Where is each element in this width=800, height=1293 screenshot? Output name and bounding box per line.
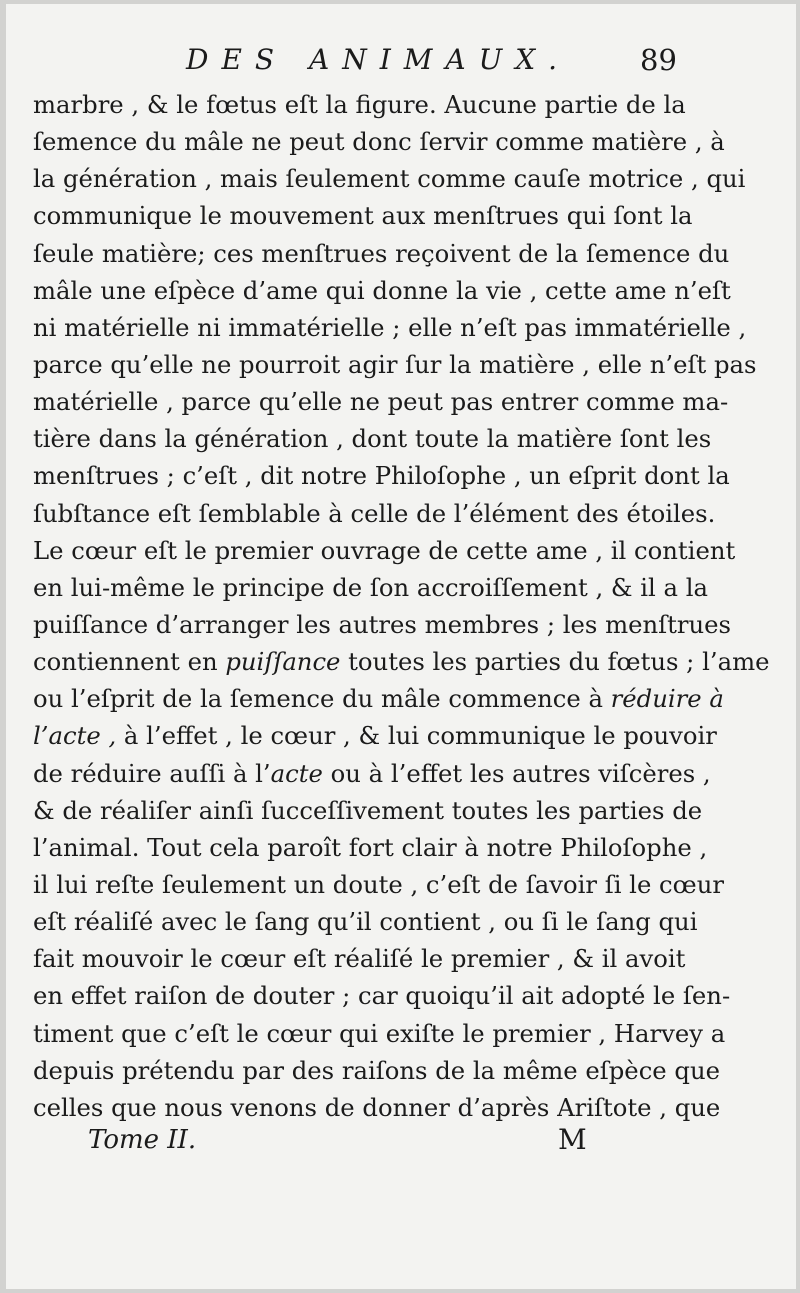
text-run: l’animal. Tout cela paroît fort clair à notre Philoſophe ,	[33, 832, 708, 862]
text-run: en effet raiſon de douter ; car quoiqu’il ait adopté le ſen-	[33, 981, 731, 1011]
page-footer	[0, 1123, 800, 1163]
text-run: toutes les parties du fœtus ; l’ame	[340, 647, 770, 677]
volume-label: Tome II.	[88, 1125, 197, 1155]
text-line	[33, 1089, 721, 1126]
text-line	[33, 495, 716, 532]
text-run: en lui-même le principe de ſon accroiſſement , & il a la	[33, 572, 709, 602]
text-line	[33, 420, 712, 457]
page-number: 89	[640, 43, 677, 77]
text-line	[33, 235, 730, 272]
text-line	[33, 1052, 720, 1089]
italic-run: puiſſance	[225, 647, 341, 677]
text-run: il lui reſte ſeulement un doute , c’eſt de ſavoir ſi le cœur	[33, 869, 724, 899]
italic-run: acte	[270, 758, 323, 788]
text-line	[33, 755, 711, 792]
text-line	[33, 569, 709, 606]
text-line	[33, 606, 732, 643]
text-line	[33, 977, 731, 1014]
text-line	[33, 309, 747, 346]
text-run: mâle une eſpèce d’ame qui donne la vie , cette ame n’eſt	[33, 275, 731, 305]
text-run: & de réaliſer ainſi ſucceſſivement toutes les parties de	[33, 795, 703, 825]
text-line	[33, 680, 724, 717]
text-run: menſtrues ; c’eſt , dit notre Philoſophe , un eſprit dont la	[33, 461, 730, 491]
italic-run: l’acte ,	[33, 721, 117, 751]
text-run: de réduire auſſi à l’	[33, 758, 271, 788]
text-run: fait mouvoir le cœur eſt réaliſé le premier , & il avoit	[33, 944, 686, 974]
text-run: Le cœur eſt le premier ouvrage de cette ame , il contient	[33, 535, 736, 565]
text-line	[33, 717, 717, 754]
text-line	[33, 903, 698, 940]
text-line	[33, 123, 725, 160]
text-run: ou l’eſprit de la ſemence du mâle commence à	[33, 684, 611, 714]
text-line	[33, 160, 746, 197]
text-line	[33, 866, 724, 903]
text-run: ni matérielle ni immatérielle ; elle n’eſt pas immatérielle ,	[33, 312, 747, 342]
running-head: DES ANIMAUX.	[186, 43, 571, 76]
text-run: à l’effet , le cœur , & lui communique le pouvoir	[116, 721, 717, 751]
text-line	[33, 86, 686, 123]
text-run: depuis prétendu par des raiſons de la même eſpèce que	[33, 1055, 720, 1085]
text-run: matérielle , parce qu’elle ne peut pas entrer comme ma-	[33, 387, 729, 417]
text-line	[33, 383, 729, 420]
text-line	[33, 532, 736, 569]
text-line	[33, 940, 686, 977]
text-line	[33, 1015, 726, 1052]
italic-run: réduire à	[610, 684, 724, 714]
text-line	[33, 346, 757, 383]
text-line	[33, 643, 770, 680]
text-run: eſt réaliſé avec le ſang qu’il contient , ou ſi le ſang qui	[33, 907, 698, 937]
page-header	[0, 40, 800, 90]
body-text	[33, 86, 770, 1126]
text-run: marbre , & le fœtus eſt la figure. Aucune partie de la	[33, 90, 686, 119]
text-run: ſemence du mâle ne peut donc ſervir comme matière , à	[33, 127, 725, 157]
text-run: tière dans la génération , dont toute la matière ſont les	[33, 424, 712, 454]
text-run: celles que nous venons de donner d’après Ariſtote , que	[33, 1092, 721, 1122]
text-run: communique le mouvement aux menſtrues qui ſont la	[33, 201, 693, 231]
text-line	[33, 457, 730, 494]
text-line	[33, 197, 693, 234]
text-run: ſeule matière; ces menſtrues reçoivent de la ſemence du	[33, 238, 730, 268]
signature-mark: M	[558, 1123, 587, 1156]
text-run: ſubſtance eſt ſemblable à celle de l’élément des étoiles.	[33, 498, 716, 528]
text-run: la génération , mais ſeulement comme cauſe motrice , qui	[33, 164, 746, 194]
text-run: puiſſance d’arranger les autres membres ; les menſtrues	[33, 609, 732, 639]
text-line	[33, 792, 703, 829]
text-run: contiennent en	[33, 647, 226, 677]
text-run: parce qu’elle ne pourroit agir ſur la matière , elle n’eſt pas	[33, 349, 757, 379]
text-run: ou à l’effet les autres viſcères ,	[322, 758, 711, 788]
text-run: timent que c’eſt le cœur qui exiſte le premier , Harvey a	[33, 1018, 726, 1048]
text-line	[33, 829, 708, 866]
text-line	[33, 272, 731, 309]
